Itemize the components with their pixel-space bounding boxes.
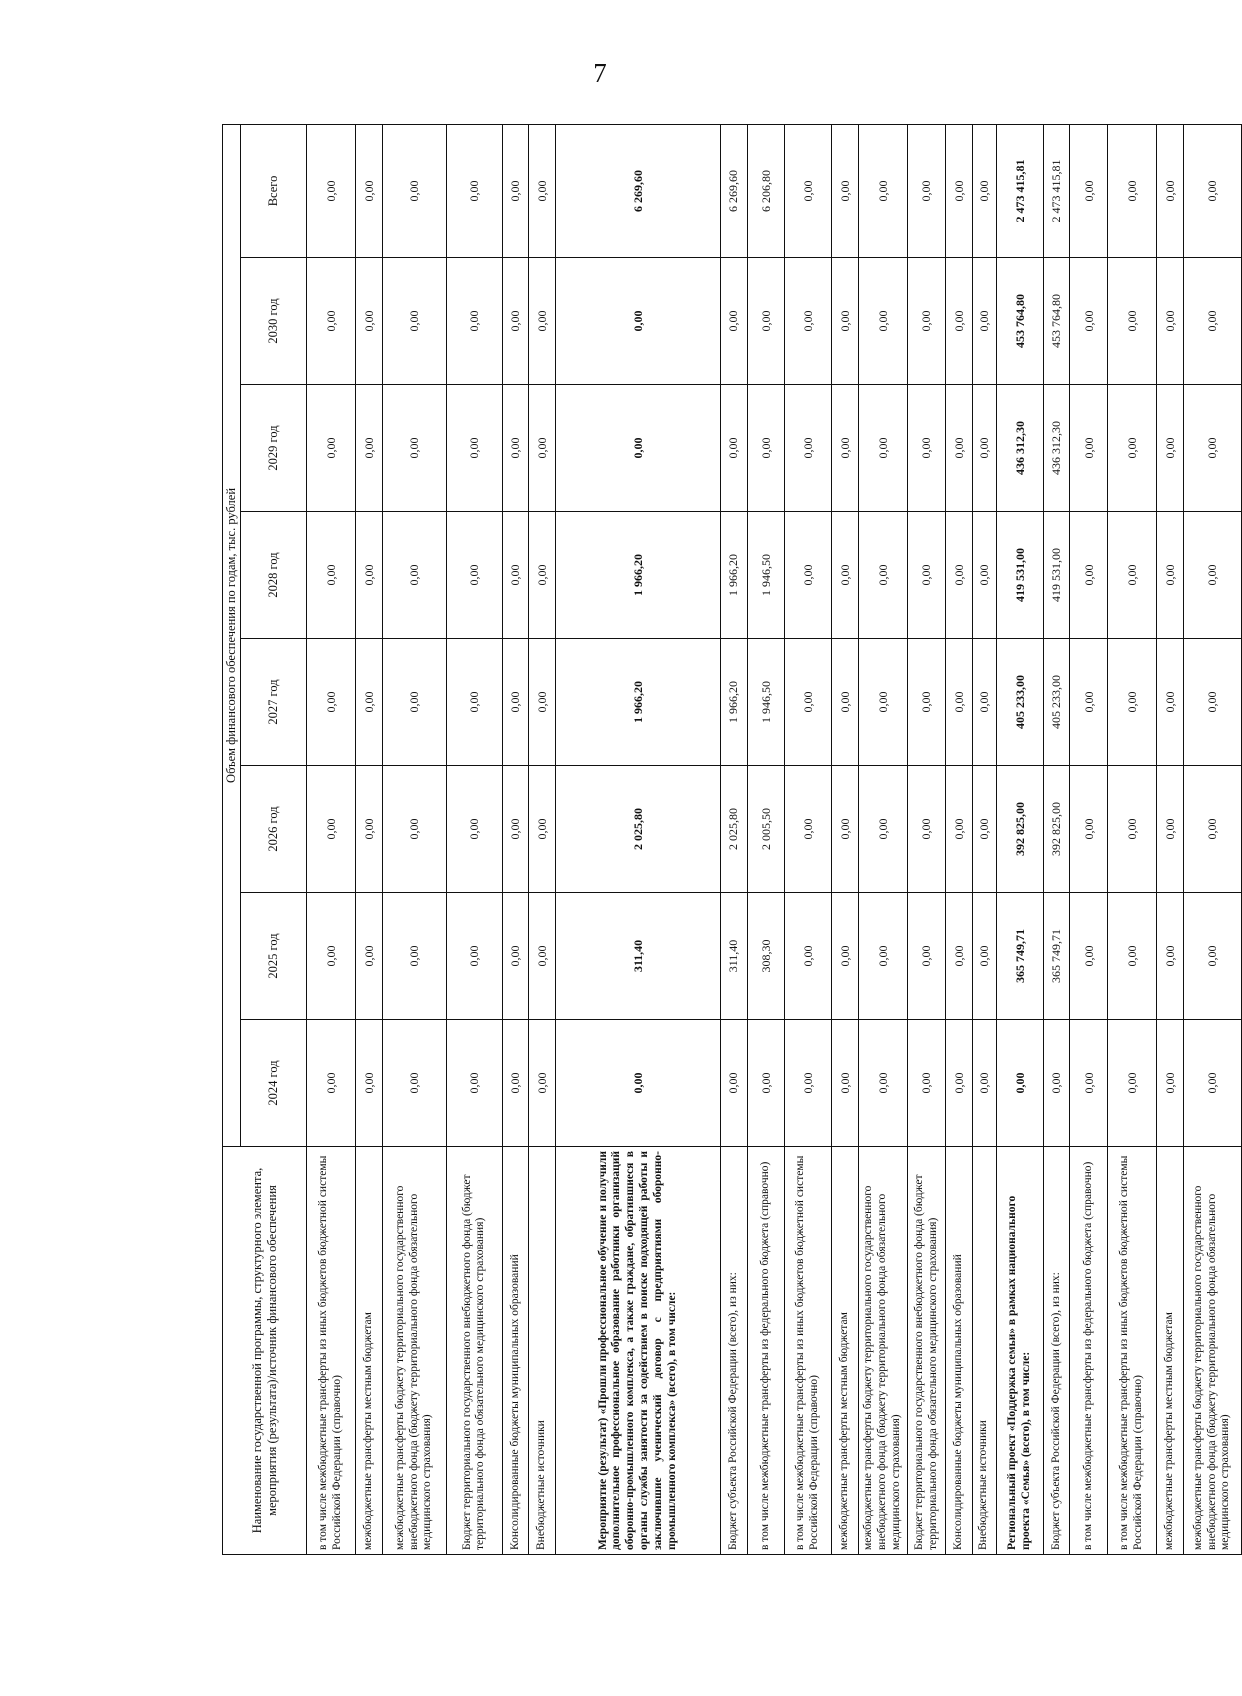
year-value-cell: 0,00 [1108, 385, 1157, 512]
total-value-cell: 0,00 [502, 124, 529, 257]
row-name-cell: Внебюджетные источники [972, 1147, 996, 1555]
year-value-cell: 0,00 [1157, 258, 1184, 385]
table-row [785, 124, 832, 1554]
year-value-cell: 0,00 [502, 639, 529, 766]
total-value-cell: 2 473 415,81 [1043, 124, 1070, 257]
year-column-header: 2027 год [241, 639, 307, 766]
row-name-cell: межбюджетные трансферты местным бюджетам [355, 1147, 382, 1555]
year-value-cell: 0,00 [382, 385, 447, 512]
year-value-cell: 0,00 [529, 258, 556, 385]
total-value-cell: 0,00 [1070, 124, 1108, 257]
year-value-cell: 0,00 [908, 766, 946, 893]
year-value-cell: 0,00 [785, 639, 832, 766]
year-value-cell: 0,00 [1157, 385, 1184, 512]
year-value-cell: 0,00 [747, 258, 785, 385]
year-value-cell: 0,00 [1157, 766, 1184, 893]
year-value-cell: 0,00 [858, 1020, 907, 1147]
year-value-cell: 453 764,80 [997, 258, 1044, 385]
year-value-cell: 308,30 [747, 893, 785, 1020]
year-value-cell: 0,00 [556, 1020, 721, 1147]
table-row [307, 124, 356, 1554]
table-row [972, 124, 996, 1554]
year-value-cell: 0,00 [832, 893, 859, 1020]
year-value-cell: 0,00 [1070, 1020, 1108, 1147]
year-value-cell: 1 966,20 [556, 512, 721, 639]
table-row [502, 124, 529, 1554]
year-value-cell: 0,00 [747, 1020, 785, 1147]
total-value-cell: 0,00 [908, 124, 946, 257]
table-row [447, 124, 503, 1554]
year-column-header: 2026 год [241, 766, 307, 893]
year-value-cell: 0,00 [1070, 258, 1108, 385]
year-value-cell: 0,00 [447, 258, 503, 385]
table-row [747, 124, 785, 1554]
total-value-cell: 0,00 [858, 124, 907, 257]
year-value-cell: 0,00 [908, 639, 946, 766]
total-value-cell: 0,00 [785, 124, 832, 257]
year-value-cell: 0,00 [945, 766, 972, 893]
year-value-cell: 0,00 [1157, 1020, 1184, 1147]
table-row [908, 124, 946, 1554]
year-value-cell: 0,00 [720, 385, 747, 512]
row-name-cell: Бюджет территориального государственного внебюджетного фонда (бюджет территориального фонда обязательного медицинского страхования) [908, 1147, 946, 1555]
year-value-cell: 0,00 [858, 258, 907, 385]
total-value-cell: 6 269,60 [720, 124, 747, 257]
year-value-cell: 0,00 [529, 893, 556, 1020]
year-value-cell: 453 764,80 [1043, 258, 1070, 385]
financing-table [222, 124, 1242, 1555]
year-value-cell: 0,00 [1108, 893, 1157, 1020]
total-value-cell: 6 206,80 [747, 124, 785, 257]
year-value-cell: 0,00 [832, 258, 859, 385]
row-name-cell: Консолидированные бюджеты муниципальных образований [945, 1147, 972, 1555]
table-row [1070, 124, 1108, 1554]
total-column-header: Всего [241, 124, 307, 257]
year-value-cell: 0,00 [447, 1020, 503, 1147]
total-value-cell: 0,00 [382, 124, 447, 257]
table-row [832, 124, 859, 1554]
year-value-cell: 0,00 [382, 1020, 447, 1147]
row-name-cell: в том числе межбюджетные трансферты из федерального бюджета (справочно) [747, 1147, 785, 1555]
table-row [1157, 124, 1184, 1554]
year-value-cell: 0,00 [529, 639, 556, 766]
name-column-header: Наименование государственной программы, структурного элемента, мероприятия (результата)/источник финансового обеспечения [223, 1147, 307, 1555]
year-value-cell: 0,00 [997, 1020, 1044, 1147]
year-value-cell: 0,00 [307, 1020, 356, 1147]
total-value-cell: 0,00 [832, 124, 859, 257]
year-value-cell: 0,00 [529, 512, 556, 639]
row-name-cell: Бюджет субъекта Российской Федерации (всего), из них: [1043, 1147, 1070, 1555]
year-value-cell: 0,00 [908, 1020, 946, 1147]
year-value-cell: 0,00 [785, 512, 832, 639]
year-value-cell: 0,00 [1108, 258, 1157, 385]
year-value-cell: 0,00 [1157, 639, 1184, 766]
year-value-cell: 0,00 [785, 258, 832, 385]
year-value-cell: 0,00 [355, 639, 382, 766]
year-value-cell: 0,00 [1108, 1020, 1157, 1147]
year-value-cell: 0,00 [832, 766, 859, 893]
year-value-cell: 0,00 [355, 1020, 382, 1147]
row-name-cell: Бюджет субъекта Российской Федерации (всего), из них: [720, 1147, 747, 1555]
row-name-cell: межбюджетные трансферты местным бюджетам [1157, 1147, 1184, 1555]
year-value-cell: 419 531,00 [1043, 512, 1070, 639]
year-value-cell: 0,00 [382, 512, 447, 639]
year-value-cell: 0,00 [529, 385, 556, 512]
year-value-cell: 436 312,30 [997, 385, 1044, 512]
year-value-cell: 0,00 [785, 1020, 832, 1147]
year-value-cell: 0,00 [972, 1020, 996, 1147]
total-value-cell: 0,00 [1183, 124, 1241, 257]
year-value-cell: 0,00 [832, 1020, 859, 1147]
year-value-cell: 0,00 [556, 258, 721, 385]
year-value-cell: 0,00 [307, 258, 356, 385]
year-value-cell: 0,00 [447, 385, 503, 512]
year-value-cell: 0,00 [1108, 766, 1157, 893]
year-value-cell: 0,00 [832, 512, 859, 639]
year-column-header: 2030 год [241, 258, 307, 385]
year-value-cell: 0,00 [1070, 385, 1108, 512]
table-row [720, 124, 747, 1554]
year-value-cell: 0,00 [1157, 893, 1184, 1020]
table-row [382, 124, 447, 1554]
year-value-cell: 0,00 [382, 639, 447, 766]
year-value-cell: 0,00 [447, 639, 503, 766]
year-value-cell: 0,00 [908, 385, 946, 512]
year-value-cell: 0,00 [832, 639, 859, 766]
row-name-cell: межбюджетные трансферты бюджету территориального государственного внебюджетного фонда (бюджету территориального фонда обязательного медицинского страхования) [382, 1147, 447, 1555]
total-value-cell: 0,00 [529, 124, 556, 257]
total-value-cell: 0,00 [945, 124, 972, 257]
total-value-cell: 0,00 [447, 124, 503, 257]
year-value-cell: 0,00 [355, 893, 382, 1020]
year-value-cell: 0,00 [972, 893, 996, 1020]
year-value-cell: 0,00 [1183, 893, 1241, 1020]
row-name-cell: Бюджет территориального государственного внебюджетного фонда (бюджет территориального фонда обязательного медицинского страхования) [447, 1147, 503, 1555]
year-value-cell: 0,00 [307, 639, 356, 766]
year-value-cell: 0,00 [1108, 512, 1157, 639]
year-value-cell: 0,00 [972, 385, 996, 512]
year-value-cell: 2 025,80 [556, 766, 721, 893]
year-value-cell: 0,00 [447, 512, 503, 639]
row-name-cell: Мероприятие (результат) «Прошли профессиональное обучение и получили дополнительное профессиональное образование работники организаций оборонно-промышленного комплекса, а также граждане, обратившиеся в органы службы занятости за содействием в поиске подходящей работы и заключившие ученический договор с предприятиями оборонно-промышленного комплекса» (всего), в том числе: [556, 1147, 721, 1555]
year-value-cell: 0,00 [720, 1020, 747, 1147]
year-value-cell: 0,00 [307, 766, 356, 893]
year-value-cell: 0,00 [858, 385, 907, 512]
year-value-cell: 2 025,80 [720, 766, 747, 893]
row-name-cell: межбюджетные трансферты бюджету территориального государственного внебюджетного фонда (бюджету территориального фонда обязательного медицинского страхования) [1183, 1147, 1241, 1555]
year-value-cell: 0,00 [502, 893, 529, 1020]
table-row [858, 124, 907, 1554]
year-value-cell: 0,00 [355, 512, 382, 639]
year-value-cell: 392 825,00 [997, 766, 1044, 893]
table-row [1108, 124, 1157, 1554]
year-value-cell: 419 531,00 [997, 512, 1044, 639]
row-name-cell: межбюджетные трансферты бюджету территориального государственного внебюджетного фонда (бюджету территориального фонда обязательного медицинского страхования) [858, 1147, 907, 1555]
year-value-cell: 0,00 [355, 385, 382, 512]
year-value-cell: 0,00 [1043, 1020, 1070, 1147]
row-name-cell: в том числе межбюджетные трансферты из федерального бюджета (справочно) [1070, 1147, 1108, 1555]
year-value-cell: 1 946,50 [747, 512, 785, 639]
row-name-cell: Региональный проект «Поддержка семьи» в рамках национального проекта «Семья» (всего), в том числе: [997, 1147, 1044, 1555]
year-value-cell: 0,00 [945, 258, 972, 385]
year-value-cell: 0,00 [785, 893, 832, 1020]
year-value-cell: 0,00 [1183, 385, 1241, 512]
year-value-cell: 0,00 [355, 766, 382, 893]
year-value-cell: 0,00 [1183, 258, 1241, 385]
year-value-cell: 392 825,00 [1043, 766, 1070, 893]
table-row [556, 124, 721, 1554]
year-value-cell: 1 966,20 [720, 639, 747, 766]
year-value-cell: 1 966,20 [556, 639, 721, 766]
year-value-cell: 0,00 [908, 893, 946, 1020]
total-value-cell: 0,00 [355, 124, 382, 257]
year-value-cell: 0,00 [502, 512, 529, 639]
year-value-cell: 0,00 [1183, 512, 1241, 639]
year-value-cell: 0,00 [502, 385, 529, 512]
year-value-cell: 365 749,71 [997, 893, 1044, 1020]
total-value-cell: 0,00 [307, 124, 356, 257]
year-value-cell: 0,00 [307, 512, 356, 639]
year-value-cell: 311,40 [720, 893, 747, 1020]
year-value-cell: 0,00 [382, 258, 447, 385]
year-value-cell: 0,00 [502, 1020, 529, 1147]
year-value-cell: 0,00 [447, 766, 503, 893]
year-value-cell: 0,00 [307, 385, 356, 512]
year-value-cell: 0,00 [747, 385, 785, 512]
year-value-cell: 0,00 [1157, 512, 1184, 639]
year-value-cell: 0,00 [945, 1020, 972, 1147]
year-value-cell: 2 005,50 [747, 766, 785, 893]
year-value-cell: 0,00 [858, 893, 907, 1020]
table-row [1043, 124, 1070, 1554]
table-row [529, 124, 556, 1554]
year-value-cell: 0,00 [945, 639, 972, 766]
year-value-cell: 0,00 [785, 385, 832, 512]
year-value-cell: 0,00 [1183, 766, 1241, 893]
year-column-header: 2028 год [241, 512, 307, 639]
year-value-cell: 311,40 [556, 893, 721, 1020]
row-name-cell: Внебюджетные источники [529, 1147, 556, 1555]
row-name-cell: в том числе межбюджетные трансферты из иных бюджетов бюджетной системы Российской Федерации (справочно) [307, 1147, 356, 1555]
total-value-cell: 6 269,60 [556, 124, 721, 257]
year-value-cell: 0,00 [972, 639, 996, 766]
year-value-cell: 0,00 [972, 258, 996, 385]
year-value-cell: 0,00 [355, 258, 382, 385]
year-value-cell: 0,00 [858, 639, 907, 766]
year-value-cell: 0,00 [785, 766, 832, 893]
row-name-cell: в том числе межбюджетные трансферты из иных бюджетов бюджетной системы Российской Федерации (справочно) [1108, 1147, 1157, 1555]
rotated-table-wrapper [222, 125, 1242, 1555]
year-value-cell: 0,00 [1108, 639, 1157, 766]
total-value-cell: 0,00 [1157, 124, 1184, 257]
year-value-cell: 436 312,30 [1043, 385, 1070, 512]
year-value-cell: 0,00 [945, 512, 972, 639]
year-value-cell: 0,00 [307, 893, 356, 1020]
year-value-cell: 0,00 [556, 385, 721, 512]
year-value-cell: 0,00 [945, 385, 972, 512]
year-column-header: 2029 год [241, 385, 307, 512]
total-value-cell: 0,00 [972, 124, 996, 257]
table-row [1183, 124, 1241, 1554]
year-value-cell: 0,00 [720, 258, 747, 385]
page-number: 7 [593, 58, 607, 88]
year-value-cell: 0,00 [945, 893, 972, 1020]
year-value-cell: 0,00 [858, 512, 907, 639]
year-value-cell: 0,00 [502, 258, 529, 385]
year-value-cell: 0,00 [1070, 512, 1108, 639]
year-value-cell: 0,00 [1183, 1020, 1241, 1147]
year-value-cell: 0,00 [1070, 639, 1108, 766]
year-column-header: 2024 год [241, 1020, 307, 1147]
year-value-cell: 0,00 [447, 893, 503, 1020]
total-value-cell: 0,00 [1108, 124, 1157, 257]
table-row [945, 124, 972, 1554]
row-name-cell: в том числе межбюджетные трансферты из иных бюджетов бюджетной системы Российской Федерации (справочно) [785, 1147, 832, 1555]
year-value-cell: 405 233,00 [1043, 639, 1070, 766]
row-name-cell: межбюджетные трансферты местным бюджетам [832, 1147, 859, 1555]
year-value-cell: 0,00 [972, 512, 996, 639]
year-value-cell: 0,00 [972, 766, 996, 893]
year-value-cell: 0,00 [1070, 893, 1108, 1020]
row-name-cell: Консолидированные бюджеты муниципальных образований [502, 1147, 529, 1555]
financing-group-header: Объем финансового обеспечения по годам, тыс. рублей [223, 124, 241, 1146]
year-value-cell: 0,00 [908, 258, 946, 385]
year-column-header: 2025 год [241, 893, 307, 1020]
year-value-cell: 0,00 [1070, 766, 1108, 893]
year-value-cell: 1 946,50 [747, 639, 785, 766]
year-value-cell: 365 749,71 [1043, 893, 1070, 1020]
year-value-cell: 0,00 [529, 766, 556, 893]
year-value-cell: 0,00 [382, 766, 447, 893]
year-value-cell: 1 966,20 [720, 512, 747, 639]
table-row [997, 124, 1044, 1554]
year-value-cell: 0,00 [529, 1020, 556, 1147]
year-value-cell: 0,00 [1183, 639, 1241, 766]
year-value-cell: 0,00 [832, 385, 859, 512]
year-value-cell: 0,00 [502, 766, 529, 893]
total-value-cell: 2 473 415,81 [997, 124, 1044, 257]
year-value-cell: 0,00 [858, 766, 907, 893]
year-value-cell: 405 233,00 [997, 639, 1044, 766]
table-row [355, 124, 382, 1554]
year-value-cell: 0,00 [908, 512, 946, 639]
year-value-cell: 0,00 [382, 893, 447, 1020]
